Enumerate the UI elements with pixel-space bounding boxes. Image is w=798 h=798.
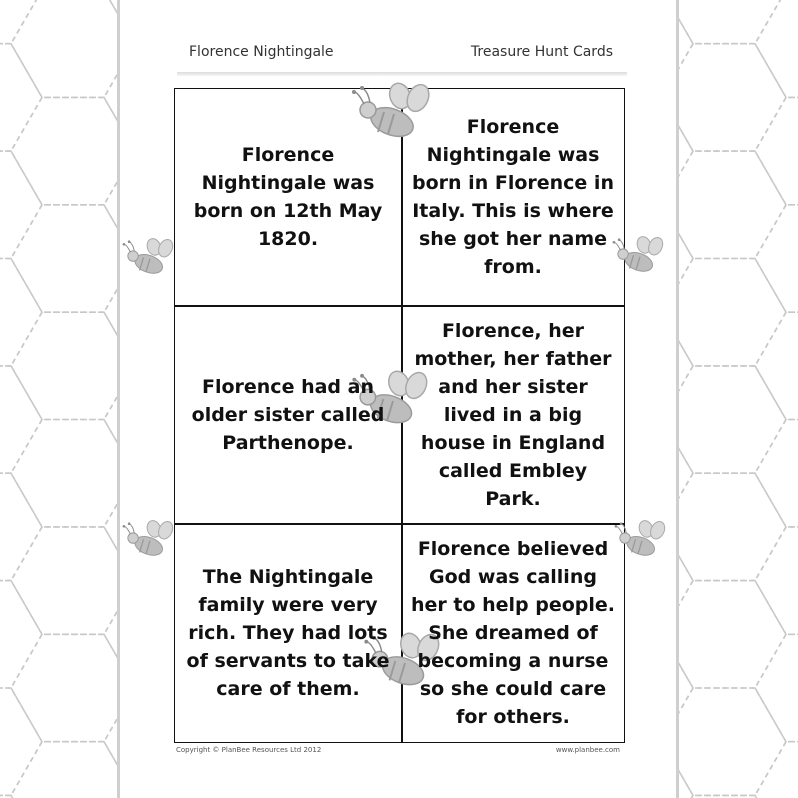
header-title: Florence Nightingale: [189, 44, 334, 60]
hexagon-outline: [662, 44, 786, 151]
footer-copyright: Copyright © PlanBee Resources Ltd 2012: [176, 746, 322, 754]
card-4-text: Florence, her mother, her father and her sister lived in a big house in England called Embley Park.: [414, 319, 612, 510]
hexagon-outline: [662, 366, 786, 473]
card-2-text: Florence Nightingale was born in Florence in Italy. This is where she got her name from.: [412, 116, 614, 278]
hexagon-outline: [0, 44, 42, 151]
bee-icon: [120, 236, 180, 280]
card-5: [175, 524, 401, 742]
hexagon-outline: [662, 259, 786, 366]
card-3: [175, 306, 401, 523]
bee-icon: [610, 234, 670, 278]
hexagon-outline: [0, 473, 42, 580]
hexagon-outline: [662, 581, 786, 688]
bee-icon: [120, 518, 180, 562]
hexagon-outline: [662, 151, 786, 258]
card-6: [402, 524, 624, 742]
hexagon-outline: [0, 259, 42, 366]
card-6-text: Florence believed God was calling her to help people. She dreamed of becoming a nurse so she could care for others.: [410, 538, 616, 728]
card-4: [402, 306, 624, 523]
hexagon-outline: [0, 0, 42, 44]
footer-website: www.planbee.com: [555, 746, 620, 754]
hexagon-outline: [0, 581, 42, 688]
hexagon-outline: [662, 473, 786, 580]
card-3-text: Florence had an older sister called Parthenope.: [191, 375, 385, 454]
card-5-text: The Nightingale family were very rich. They had lots of servants to take care of them.: [186, 566, 390, 700]
hexagon-outline: [755, 0, 798, 97]
hexagon-outline: [0, 688, 42, 795]
hexagon-outline: [755, 742, 798, 798]
bee-icon: [612, 518, 672, 562]
header-shadow: [177, 72, 627, 76]
hexagon-outline: [662, 688, 786, 795]
hexagon-outline: [0, 151, 42, 258]
card-2: [402, 89, 624, 305]
card-1-text: Florence Nightingale was born on 12th May 1820.: [193, 144, 383, 250]
header-subtitle: Treasure Hunt Cards: [470, 44, 613, 60]
header-bar: [177, 32, 627, 76]
